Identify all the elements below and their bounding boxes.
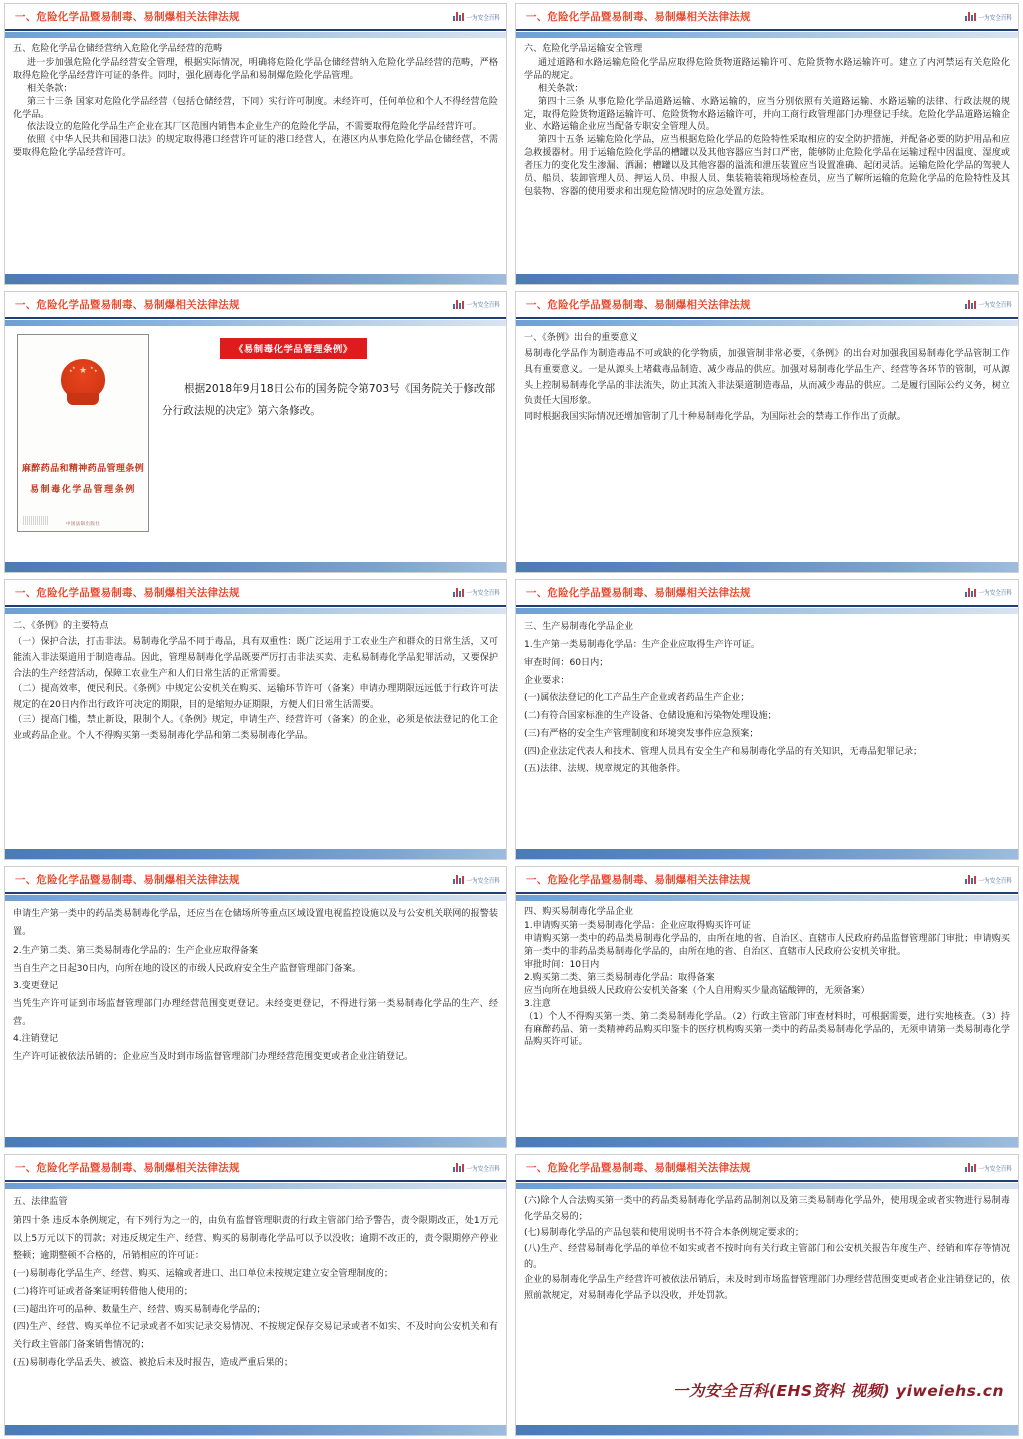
paragraph: 1.生产第一类易制毒化学品：生产企业应取得生产许可证。 — [524, 640, 761, 651]
brand-bar — [462, 589, 464, 597]
slide-body — [5, 1189, 506, 1425]
header-accent-bar — [5, 894, 506, 901]
brand-bar — [456, 300, 458, 309]
header-accent-bar — [516, 31, 1018, 38]
slide-body — [5, 38, 506, 274]
paragraph: (八)生产、经营易制毒化学品的单位不如实或者不按时向有关行政主管部门和公安机关报告年度生产、经销和库存等情况的。 — [524, 1244, 1010, 1270]
slide-header-title: 一、危险化学品暨易制毒、易制爆相关法律法规 — [15, 874, 240, 887]
brand-logo-text: 一为安全百科 — [466, 589, 500, 597]
paragraph: 依照《中华人民共和国港口法》的规定取得港口经营许可证的港口经营人，在港区内从事危险化学品仓储经营，不需要取得危险化学品经营许可。 — [13, 135, 498, 159]
brand-bar — [971, 1166, 973, 1172]
brand-bar — [453, 1167, 455, 1172]
slide-body — [516, 38, 1018, 274]
brand-logo-text: 一为安全百科 — [466, 301, 500, 309]
brand-logo-text: 一为安全百科 — [466, 14, 500, 22]
brand-mark-icon — [965, 588, 976, 597]
paragraph: 依法设立的危险化学品生产企业在其厂区范围内销售本企业生产的危险化学品，不需要取得危险化学品经营许可。 — [27, 122, 482, 133]
brand-logo — [453, 875, 500, 884]
brand-bar — [459, 878, 461, 884]
brand-bar — [974, 1164, 976, 1172]
slide-7 — [0, 863, 511, 1151]
paragraph: 同时根据我国实际情况还增加管制了几十种易制毒化学品，为国际社会的禁毒工作作出了贡献。 — [524, 412, 906, 422]
slide-footer-bar — [5, 1425, 506, 1435]
brand-logo — [965, 300, 1012, 309]
slide-header-title: 一、危险化学品暨易制毒、易制爆相关法律法规 — [526, 874, 751, 887]
brand-logo — [453, 588, 500, 597]
brand-bar — [453, 304, 455, 309]
brand-mark-icon — [453, 12, 464, 21]
paragraph: (二)有符合国家标准的生产设备、仓储设施和污染物处理设施； — [524, 711, 777, 722]
paragraph: (一)属依法登记的化工产品生产企业或者药品生产企业； — [524, 693, 750, 704]
paragraph: （三）提高门槛，禁止新设，限制个人。《条例》规定，申请生产、经营许可（备案）的企业，必须是依法登记的化工企业或药品企业。个人不得购买第一类易制毒化学品和第二类易制毒化学品。 — [13, 715, 498, 742]
header-accent-bar — [516, 1182, 1018, 1189]
paragraph: （1）个人不得购买第一类、第二类易制毒化学品。（2）行政主管部门审查材料时，可根据需要，进行实地核查。（3）持有麻醉药品、第一类精神药品购买印鉴卡的医疗机构购买第一类中的药品类易制毒化学品的，无须申请第一类易制毒化学品购买许可证。 — [524, 1011, 1010, 1048]
emblem-ministars — [68, 365, 98, 377]
slide-canvas — [515, 866, 1019, 1148]
emblem-star: ★ — [78, 364, 88, 375]
emblem-ministar: ★ — [94, 367, 98, 373]
paragraph: (七)易制毒化学品的产品包装和使用说明书不符合本条例规定要求的； — [524, 1228, 804, 1239]
paragraph: 审查时间：60日内； — [524, 658, 609, 669]
brand-bar — [971, 15, 973, 21]
slide-canvas — [4, 291, 507, 573]
brand-bar — [456, 588, 458, 597]
slide-10 — [511, 1151, 1023, 1439]
paragraph: 相关条款： — [538, 83, 584, 94]
slide-header-title: 一、危险化学品暨易制毒、易制爆相关法律法规 — [526, 298, 751, 311]
paragraph: 3.注意 — [524, 998, 551, 1009]
slide-header-title: 一、危险化学品暨易制毒、易制爆相关法律法规 — [526, 1162, 751, 1175]
slide-header — [5, 867, 506, 894]
national-emblem-icon — [57, 357, 109, 407]
brand-bar — [968, 875, 970, 884]
brand-bar — [459, 15, 461, 21]
brand-bar — [965, 592, 967, 597]
brand-bar — [974, 589, 976, 597]
paragraph: 进一步加强危险化学品经营安全管理，根据实际情况，明确将危险化学品仓储经营纳入危险化学品经营的范畴，严格取得危险化学品经营许可证的条件。同时，强化剧毒化学品和易制爆危险化学品管理。 — [13, 57, 498, 81]
paragraph: 四、购买易制毒化学品企业 — [524, 907, 634, 918]
brand-bar — [965, 879, 967, 884]
slide-footer-bar — [516, 1425, 1018, 1435]
slide-canvas — [515, 1154, 1019, 1436]
brand-bar — [965, 1167, 967, 1172]
emblem-ministar: ★ — [72, 364, 76, 370]
paragraph: （一）保护合法，打击非法。易制毒化学品不同于毒品，具有双重性：既广泛运用于工农业生产和群众的日常生活，又可能流入非法渠道用于制造毒品。因此，管理易制毒化学品既要严厉打击非法买卖、走私易制毒化学品犯罪活动，又要保护合法的生产经营活动，保障工农业生产和人们日常生活的正常需要。 — [13, 637, 498, 679]
paragraph: 一、《条例》出台的重要意义 — [524, 332, 638, 343]
brand-mark-icon — [453, 1163, 464, 1172]
paragraph: (三)有严格的安全生产管理制度和环境突发事件应急预案； — [524, 728, 759, 739]
paragraph: 第四十条 违反本条例规定，有下列行为之一的，由负有监督管理职责的行政主管部门给予警告，责令限期改正，处1万元以上5万元以下的罚款；对违反规定生产、经营、购买的易制毒化学品可以予以没收；逾期不改正的，责令限期停产停业整顿；逾期整顿不合格的，吊销相应的许可证： — [13, 1215, 498, 1262]
brand-bar — [456, 875, 458, 884]
slide-header — [5, 580, 506, 607]
brand-bar — [968, 1163, 970, 1172]
slide-header — [5, 1155, 506, 1182]
brand-logo — [453, 300, 500, 309]
slide-canvas — [515, 3, 1019, 285]
book-barcode — [23, 516, 49, 525]
brand-bar — [968, 300, 970, 309]
brand-logo — [965, 588, 1012, 597]
header-accent-bar — [516, 319, 1018, 326]
brand-bar — [974, 876, 976, 884]
emblem-ministar: ★ — [90, 364, 94, 370]
brand-mark-icon — [965, 1163, 976, 1172]
header-accent-bar — [5, 319, 506, 326]
paragraph: 审批时间：10日内 — [524, 960, 600, 971]
brand-logo-text: 一为安全百科 — [978, 301, 1012, 309]
slide-6 — [511, 576, 1023, 864]
paragraph: 2.购买第二类、第三类易制毒化学品：取得备案 — [524, 972, 715, 983]
slide-header — [516, 292, 1018, 319]
slide-header — [5, 292, 506, 319]
emblem-base — [67, 393, 99, 405]
paragraph: 当自生产之日起30日内，向所在地的设区的市级人民政府安全生产监督管理部门备案。 — [13, 963, 362, 974]
slide-header-title: 一、危险化学品暨易制毒、易制爆相关法律法规 — [15, 11, 240, 23]
brand-bar — [453, 592, 455, 597]
header-accent-bar — [5, 607, 506, 614]
brand-logo — [965, 875, 1012, 884]
slide-header-title: 一、危险化学品暨易制毒、易制爆相关法律法规 — [15, 586, 240, 599]
book-column — [17, 334, 152, 562]
book-publisher: 中国法制出版社 — [65, 521, 101, 527]
slide-3 — [0, 288, 511, 576]
paragraph: 生产许可证被依法吊销的；企业应当及时到市场监督管理部门办理经营范围变更或者企业注销登记。 — [13, 1052, 414, 1063]
slide-footer-bar — [5, 562, 506, 572]
slide-header-title: 一、危险化学品暨易制毒、易制爆相关法律法规 — [526, 586, 751, 599]
paragraph: 当凭生产许可证到市场监督管理部门办理经营范围变更登记。未经变更登记，不得进行第一类易制毒化学品的生产、经营。 — [13, 998, 498, 1027]
slide-4 — [511, 288, 1023, 576]
paragraph: 1.申请购买第一类易制毒化学品：企业应取得购买许可证 — [524, 921, 751, 932]
book-cover-image — [17, 334, 149, 532]
paragraph: 应当向所在地县级人民政府公安机关备案（个人自用购买少量高锰酸钾的，无须备案） — [524, 985, 870, 996]
slide-body — [5, 614, 506, 850]
paragraph: 4.注销登记 — [13, 1034, 59, 1045]
paragraph: 企业要求： — [524, 675, 570, 686]
header-accent-bar — [516, 607, 1018, 614]
brand-bar — [459, 303, 461, 309]
paragraph: 2.生产第二类、第三类易制毒化学品的：生产企业应取得备案 — [13, 945, 259, 956]
slide-canvas — [4, 1154, 507, 1436]
slide-canvas — [4, 3, 507, 285]
slide-9 — [0, 1151, 511, 1439]
brand-logo-text: 一为安全百科 — [466, 877, 500, 885]
brand-mark-icon — [965, 875, 976, 884]
brand-mark-icon — [965, 12, 976, 21]
header-accent-bar — [5, 31, 506, 38]
slide-footer-bar — [516, 849, 1018, 859]
brand-logo — [965, 1163, 1012, 1172]
slide-footer-bar — [5, 1137, 506, 1147]
header-accent-bar — [5, 1182, 506, 1189]
slide-body — [516, 614, 1018, 850]
brand-bar — [453, 16, 455, 21]
brand-bar — [459, 1166, 461, 1172]
paragraph: 易制毒化学品作为制造毒品不可或缺的化学物质，加强管制非常必要，《条例》的出台对加强我国易制毒化学品管制工作具有重要意义。一是从源头上堵截毒品制造、减少毒品的供应。加强对易制毒化学品生产、经营等各环节的管制，可从源头上控制易制毒化学品的非法流失，防止其流入非法渠道制造毒品，从而减少毒品的供应。二是履行国际公约义务，树立负责任大国形象。 — [524, 349, 1010, 407]
slide-body — [516, 901, 1018, 1137]
paragraph: 申请生产第一类中的药品类易制毒化学品，还应当在仓储场所等重点区域设置电视监控设施以及与公安机关联网的报警装置。 — [13, 909, 498, 938]
slide-footer-bar — [516, 274, 1018, 284]
slide-canvas — [4, 579, 507, 861]
brand-logo-text: 一为安全百科 — [978, 877, 1012, 885]
slide-footer-bar — [516, 1137, 1018, 1147]
slide-canvas — [515, 291, 1019, 573]
paragraph: 六、危险化学品运输安全管理 — [524, 44, 643, 54]
slide-footer-bar — [516, 562, 1018, 572]
brand-bar — [456, 12, 458, 21]
paragraph: 相关条款： — [27, 83, 73, 94]
brand-bar — [974, 13, 976, 21]
book-title-line-1: 麻醉药品和精神药品管理条例 — [21, 463, 145, 474]
paragraph: (一)易制毒化学品生产、经营、购买、运输或者进口、出口单位未按规定建立安全管理制度的； — [13, 1269, 393, 1280]
slide-2 — [511, 0, 1023, 288]
brand-mark-icon — [453, 588, 464, 597]
slide-header — [5, 4, 506, 31]
paragraph: (三)超出许可的品种、数量生产、经营、购买易制毒化学品的； — [13, 1304, 266, 1315]
slide-8 — [511, 863, 1023, 1151]
site-watermark: 一为安全百科(EHS资料 视频) yiweiehs.cn — [672, 1381, 1004, 1400]
brand-mark-icon — [453, 875, 464, 884]
paragraph: (四)生产、经营、购买单位不记录或者不如实记录交易情况、不按规定保存交易记录或者不如实、不及时向公安机关和有关行政主管部门备案销售情况的； — [13, 1322, 498, 1350]
slide-body — [5, 901, 506, 1137]
slide-header — [516, 580, 1018, 607]
slide-canvas — [4, 866, 507, 1148]
slide-footer-bar — [5, 274, 506, 284]
brand-logo — [965, 12, 1012, 21]
paragraph: (五)易制毒化学品丢失、被盗、被抢后未及时报告，造成严重后果的； — [13, 1357, 293, 1368]
paragraph: 申请购买第一类中的药品类易制毒化学品的，由所在地的省、自治区、直辖市人民政府药品监督管理部门审批；申请购买第一类中的非药品类易制毒化学品的，由所在地的省、自治区、直辖市人民政府公安机关审批。 — [524, 934, 1010, 958]
header-accent-bar — [516, 894, 1018, 901]
slide-header — [516, 4, 1018, 31]
paragraph: 通过道路和水路运输危险化学品应取得危险货物道路运输许可、危险货物水路运输许可。建立了内河禁运有关危险化学品的规定。 — [524, 57, 1010, 81]
paragraph: 第三十三条 国家对危险化学品经营（包括仓储经营，下同）实行许可制度。未经许可，任何单位和个人不得经营危险化学品。 — [13, 96, 498, 120]
slide-5 — [0, 576, 511, 864]
slide-header — [516, 867, 1018, 894]
brand-bar — [965, 16, 967, 21]
slide-body — [516, 326, 1018, 562]
brand-bar — [968, 588, 970, 597]
brand-mark-icon — [965, 300, 976, 309]
slide-canvas — [515, 579, 1019, 861]
paragraph: 二、《条例》的主要特点 — [13, 620, 109, 631]
emblem-ministar: ★ — [69, 367, 73, 373]
regulation-amendment-text: 根据2018年9月18日公布的国务院令第703号《国务院关于修改部分行政法规的决定》第六条修改。 — [162, 382, 496, 417]
brand-logo — [453, 12, 500, 21]
paragraph: （二）提高效率，便民利民。《条例》中规定公安机关在购买、运输环节许可（备案）申请办理期限远远低于行政许可法规定的在20日内作出行政许可决定的期限，目的是缩短办证期限，方便人们日常生活需要。 — [13, 684, 498, 710]
slide-footer-bar — [5, 849, 506, 859]
brand-logo-text: 一为安全百科 — [978, 589, 1012, 597]
brand-bar — [971, 878, 973, 884]
slide-header-title: 一、危险化学品暨易制毒、易制爆相关法律法规 — [526, 11, 751, 23]
brand-bar — [971, 591, 973, 597]
slide-1 — [0, 0, 511, 288]
paragraph: 三、生产易制毒化学品企业 — [524, 621, 634, 632]
brand-bar — [462, 876, 464, 884]
paragraph: 第四十三条 从事危险化学品道路运输、水路运输的，应当分别依照有关道路运输、水路运输的法律、行政法规的规定，取得危险货物道路运输许可、危险货物水路运输许可，并向工商行政管理部门办理登记手续。危险化学品道路运输企业、水路运输企业应当配备专职安全管理人员。 — [524, 96, 1010, 133]
brand-bar — [456, 1163, 458, 1172]
paragraph: (六)除个人合法购买第一类中的药品类易制毒化学品药品制剂以及第三类易制毒化学品外，使用现金或者实物进行易制毒化学品交易的； — [524, 1196, 1010, 1222]
brand-bar — [459, 591, 461, 597]
regulation-banner: 《易制毒化学品管理条例》 — [220, 338, 367, 359]
paragraph: (五)法律、法规、规章规定的其他条件。 — [524, 764, 686, 775]
brand-bar — [462, 13, 464, 21]
book-text-column — [162, 334, 496, 562]
paragraph: 第四十五条 运输危险化学品，应当根据危险化学品的危险特性采取相应的安全防护措施，并配备必要的防护用品和应急救援器材。用于运输危险化学品的槽罐以及其他容器应当封口严密，能够防止危险化学品在运输过程中因温度、湿度或者压力的变化发生渗漏、洒漏；槽罐以及其他容器的溢流和泄压装置应当设置准确、起闭灵活。运输危险化学品的驾驶人员、船员、装卸管理人员、押运人员、申报人员、集装箱装箱现场检查员，应当了解所运输的危险化学品的危险特性及其包装物、容器的使用要求和出现危险情况时的应急处置方法。 — [524, 135, 1010, 197]
brand-logo — [453, 1163, 500, 1172]
brand-bar — [453, 879, 455, 884]
brand-mark-icon — [453, 300, 464, 309]
brand-logo-text: 一为安全百科 — [466, 1165, 500, 1173]
brand-bar — [462, 301, 464, 309]
paragraph: 五、危险化学品仓储经营纳入危险化学品经营的范畴 — [13, 44, 223, 54]
paragraph: 3.变更登记 — [13, 981, 59, 992]
brand-bar — [968, 12, 970, 21]
brand-bar — [971, 303, 973, 309]
brand-bar — [965, 304, 967, 309]
paragraph: 企业的易制毒化学品生产经营许可被依法吊销后，未及时到市场监督管理部门办理经营范围变更或者企业注销登记的，依照前款规定，对易制毒化学品予以没收，并处罚款。 — [524, 1275, 1010, 1302]
slide-body — [5, 326, 506, 562]
slide-header-title: 一、危险化学品暨易制毒、易制爆相关法律法规 — [15, 298, 240, 311]
slide-header — [516, 1155, 1018, 1182]
book-title-line-2: 易制毒化学品管理条例 — [29, 484, 136, 495]
slide-header-title: 一、危险化学品暨易制毒、易制爆相关法律法规 — [15, 1162, 240, 1175]
paragraph: 五、法律监管 — [13, 1197, 68, 1208]
slide-body — [516, 1189, 1018, 1425]
brand-logo-text: 一为安全百科 — [978, 14, 1012, 22]
paragraph: (二)将许可证或者备案证明转借他人使用的； — [13, 1286, 193, 1297]
brand-bar — [974, 301, 976, 309]
brand-logo-text: 一为安全百科 — [978, 1165, 1012, 1173]
brand-bar — [462, 1164, 464, 1172]
paragraph: (四)企业法定代表人和技术、管理人员具有安全生产和易制毒化学品的有关知识，无毒品犯罪记录； — [524, 746, 923, 757]
book-layout — [5, 326, 506, 562]
